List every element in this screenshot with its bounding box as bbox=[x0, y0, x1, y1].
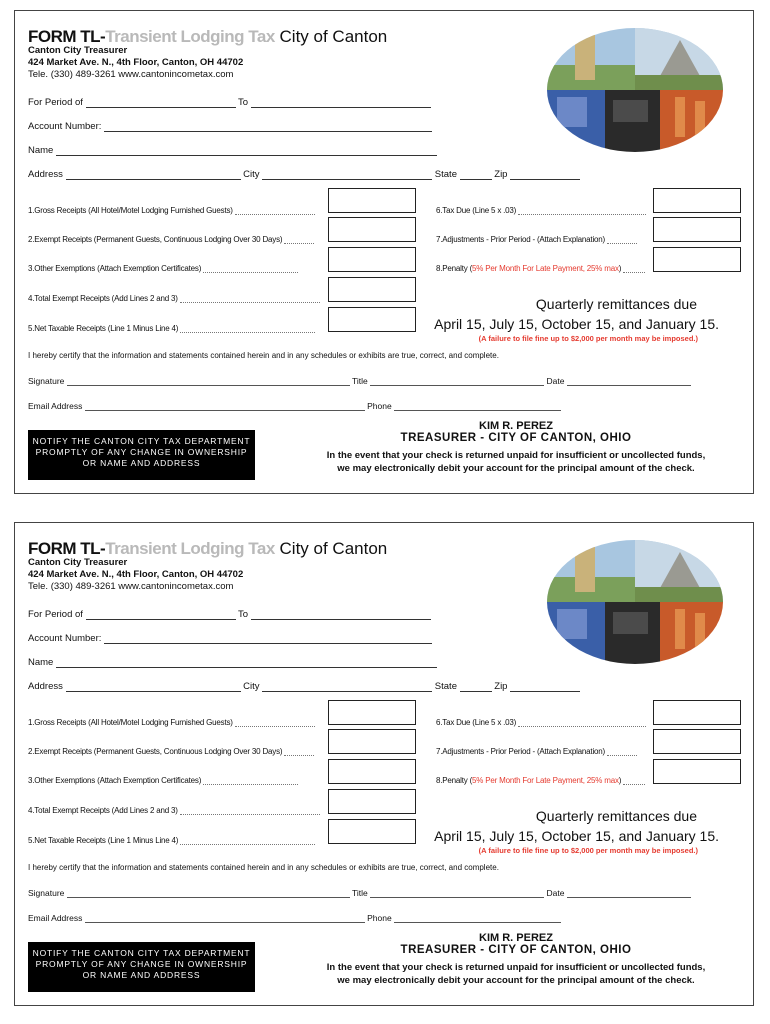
name-row: Name bbox=[28, 657, 437, 668]
line-item-6: 6.Tax Due (Line 5 x .03) bbox=[436, 718, 646, 727]
line-2-amount-box[interactable] bbox=[328, 729, 416, 754]
treasurer-address-block: Canton City Treasurer 424 Market Ave. N., 4th Floor, Canton, OH 44702 Tele. (330) 489-3261 www.cantonincometax.com bbox=[28, 557, 244, 592]
treasurer-name: KIM R. PEREZ bbox=[479, 420, 553, 432]
line-item-2: 2.Exempt Receipts (Permanent Guests, Continuous Lodging Over 30 Days) bbox=[28, 747, 314, 756]
line-1-amount-box[interactable] bbox=[328, 700, 416, 725]
email-field[interactable] bbox=[85, 402, 365, 411]
tax-form-copy-1 bbox=[14, 10, 754, 494]
phone-field[interactable] bbox=[394, 402, 561, 411]
line-item-5: 5.Net Taxable Receipts (Line 1 Minus Line 4) bbox=[28, 836, 315, 845]
treasurer-title: TREASURER - CITY OF CANTON, OHIO bbox=[400, 944, 632, 956]
date-field[interactable] bbox=[567, 889, 691, 898]
address-row: Address City State Zip bbox=[28, 169, 580, 180]
notify-change-notice: NOTIFY THE CANTON CITY TAX DEPARTMENT PROMPTLY OF ANY CHANGE IN OWNERSHIP OR NAME AND ADDRESS bbox=[28, 430, 255, 480]
treasurer-block bbox=[285, 932, 747, 987]
account-row: Account Number: bbox=[28, 121, 432, 132]
line-5-amount-box[interactable] bbox=[328, 307, 416, 332]
period-from-field[interactable] bbox=[86, 609, 236, 620]
treasurer-name: KIM R. PEREZ bbox=[479, 932, 553, 944]
notify-change-notice: NOTIFY THE CANTON CITY TAX DEPARTMENT PROMPTLY OF ANY CHANGE IN OWNERSHIP OR NAME AND ADDRESS bbox=[28, 942, 255, 992]
late-filing-fine-note: (A failure to file fine up to $2,000 per month may be imposed.) bbox=[478, 334, 698, 343]
zip-field[interactable] bbox=[510, 681, 580, 692]
line-7-amount-box[interactable] bbox=[653, 217, 741, 242]
signature-field[interactable] bbox=[67, 889, 350, 898]
line-3-amount-box[interactable] bbox=[328, 247, 416, 272]
name-field[interactable] bbox=[56, 145, 437, 156]
check-notice-line-2: we may electronically debit your account for the principal amount of the check. bbox=[337, 463, 695, 474]
name-field[interactable] bbox=[56, 657, 437, 668]
email-field[interactable] bbox=[85, 914, 365, 923]
signature-row: Signature Title Date bbox=[28, 888, 691, 898]
email-row: Email Address Phone bbox=[28, 913, 561, 923]
tax-form-copy-2 bbox=[14, 522, 754, 1006]
signature-field[interactable] bbox=[67, 377, 350, 386]
title-field[interactable] bbox=[370, 889, 544, 898]
date-field[interactable] bbox=[567, 377, 691, 386]
line-3-amount-box[interactable] bbox=[328, 759, 416, 784]
signature-row: Signature Title Date bbox=[28, 376, 691, 386]
line-item-4: 4.Total Exempt Receipts (Add Lines 2 and 3) bbox=[28, 294, 320, 303]
line-item-7: 7.Adjustments - Prior Period - (Attach Explanation) bbox=[436, 235, 637, 244]
period-row: For Period of To bbox=[28, 97, 431, 108]
late-filing-fine-note: (A failure to file fine up to $2,000 per month may be imposed.) bbox=[478, 846, 698, 855]
period-row: For Period of To bbox=[28, 609, 431, 620]
account-row: Account Number: bbox=[28, 633, 432, 644]
treasurer-address-block: Canton City Treasurer 424 Market Ave. N., 4th Floor, Canton, OH 44702 Tele. (330) 489-3261 www.cantonincometax.com bbox=[28, 45, 244, 80]
period-to-field[interactable] bbox=[251, 97, 431, 108]
account-number-field[interactable] bbox=[104, 633, 432, 644]
line-item-1: 1.Gross Receipts (All Hotel/Motel Lodging Furnished Guests) bbox=[28, 206, 315, 215]
line-item-2: 2.Exempt Receipts (Permanent Guests, Continuous Lodging Over 30 Days) bbox=[28, 235, 314, 244]
period-to-field[interactable] bbox=[251, 609, 431, 620]
title-field[interactable] bbox=[370, 377, 544, 386]
line-6-amount-box[interactable] bbox=[653, 188, 741, 213]
line-item-3: 3.Other Exemptions (Attach Exemption Certificates) bbox=[28, 264, 298, 273]
check-notice-line-1: In the event that your check is returned unpaid for insufficient or uncollected funds, bbox=[326, 962, 706, 973]
quarterly-due-dates: April 15, July 15, October 15, and January 15. bbox=[434, 316, 719, 332]
address-row: Address City State Zip bbox=[28, 681, 580, 692]
phone-field[interactable] bbox=[394, 914, 561, 923]
line-6-amount-box[interactable] bbox=[653, 700, 741, 725]
line-item-7: 7.Adjustments - Prior Period - (Attach Explanation) bbox=[436, 747, 637, 756]
line-5-amount-box[interactable] bbox=[328, 819, 416, 844]
line-item-1: 1.Gross Receipts (All Hotel/Motel Lodging Furnished Guests) bbox=[28, 718, 315, 727]
check-notice-line-2: we may electronically debit your account for the principal amount of the check. bbox=[337, 975, 695, 986]
line-4-amount-box[interactable] bbox=[328, 277, 416, 302]
line-item-6: 6.Tax Due (Line 5 x .03) bbox=[436, 206, 646, 215]
email-row: Email Address Phone bbox=[28, 401, 561, 411]
form-title: FORM TL-Transient Lodging Tax City of Canton bbox=[28, 539, 388, 558]
line-8-amount-box[interactable] bbox=[653, 759, 741, 784]
city-landmarks-collage bbox=[545, 537, 725, 667]
certification-statement: I hereby certify that the information and statements contained herein and in any schedules or exhibits are true, correct, and complete. bbox=[28, 863, 499, 872]
line-item-5: 5.Net Taxable Receipts (Line 1 Minus Line 4) bbox=[28, 324, 315, 333]
line-8-amount-box[interactable] bbox=[653, 247, 741, 272]
quarterly-due-dates: April 15, July 15, October 15, and January 15. bbox=[434, 828, 719, 844]
state-field[interactable] bbox=[460, 681, 492, 692]
check-notice-line-1: In the event that your check is returned unpaid for insufficient or uncollected funds, bbox=[326, 450, 706, 461]
account-number-field[interactable] bbox=[104, 121, 432, 132]
line-item-8: 8.Penalty (5% Per Month For Late Payment, 25% max) bbox=[436, 264, 645, 273]
treasurer-block bbox=[285, 420, 747, 475]
line-4-amount-box[interactable] bbox=[328, 789, 416, 814]
line-1-amount-box[interactable] bbox=[328, 188, 416, 213]
city-field[interactable] bbox=[262, 169, 432, 180]
quarterly-due-heading: Quarterly remittances due bbox=[535, 808, 697, 824]
form-title: FORM TL-Transient Lodging Tax City of Canton bbox=[28, 27, 388, 46]
address-field[interactable] bbox=[66, 681, 241, 692]
line-7-amount-box[interactable] bbox=[653, 729, 741, 754]
treasurer-title: TREASURER - CITY OF CANTON, OHIO bbox=[400, 432, 632, 444]
line-item-8: 8.Penalty (5% Per Month For Late Payment, 25% max) bbox=[436, 776, 645, 785]
line-item-3: 3.Other Exemptions (Attach Exemption Certificates) bbox=[28, 776, 298, 785]
address-field[interactable] bbox=[66, 169, 241, 180]
city-field[interactable] bbox=[262, 681, 432, 692]
quarterly-due-heading: Quarterly remittances due bbox=[535, 296, 697, 312]
name-row: Name bbox=[28, 145, 437, 156]
state-field[interactable] bbox=[460, 169, 492, 180]
period-from-field[interactable] bbox=[86, 97, 236, 108]
city-landmarks-collage bbox=[545, 25, 725, 155]
zip-field[interactable] bbox=[510, 169, 580, 180]
line-item-4: 4.Total Exempt Receipts (Add Lines 2 and 3) bbox=[28, 806, 320, 815]
line-2-amount-box[interactable] bbox=[328, 217, 416, 242]
certification-statement: I hereby certify that the information and statements contained herein and in any schedules or exhibits are true, correct, and complete. bbox=[28, 351, 499, 360]
